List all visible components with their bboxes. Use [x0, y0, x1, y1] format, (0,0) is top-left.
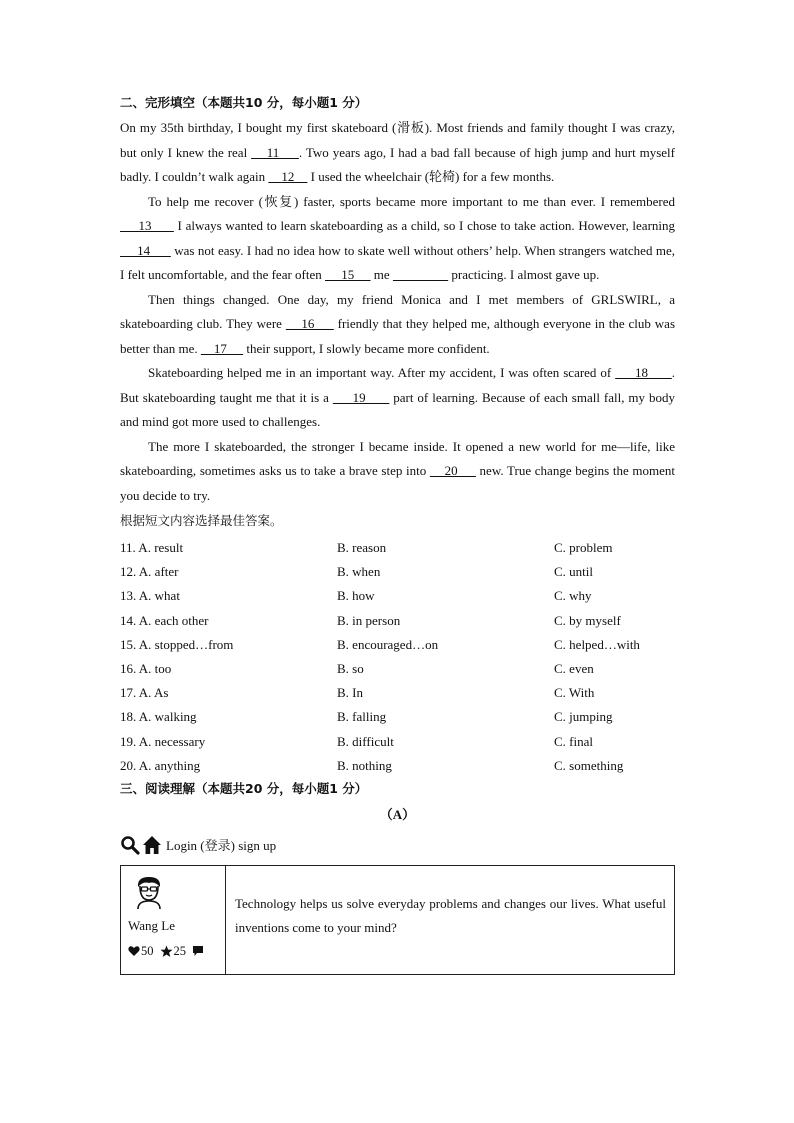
passage-text: . But skateboarding taught me that it is a [120, 365, 676, 405]
option-choice: 20. A. anything [120, 757, 201, 773]
option-row [120, 730, 675, 754]
passage-text: . Two years ago, I had a bad fall because of high jump and hurt myself badly. I couldn’t walk again [120, 144, 675, 184]
comment-icon[interactable] [192, 945, 204, 957]
passage-text: On my 35th birthday, I bought my first skateboard (滑板). Most friends and family thought I was crazy, but only I knew the real [120, 120, 675, 160]
option-choice: B. how [337, 588, 375, 604]
option-choice: 12. A. after [120, 564, 179, 580]
cloze-blank: 15 [325, 267, 371, 282]
cloze-blank: 13 [120, 218, 174, 233]
option-choice: C. even [554, 660, 594, 676]
option-choice: C. helped…with [554, 636, 640, 652]
option-choice: B. when [337, 564, 381, 580]
cloze-blank: 12 [268, 169, 308, 184]
option-choice: C. final [554, 733, 593, 749]
option-choice: B. reason [337, 540, 387, 555]
passage-paragraph [120, 435, 675, 509]
passage-paragraph [120, 116, 675, 190]
cloze-passage [120, 116, 675, 508]
login-signup-link[interactable]: Login (登录) sign up [166, 838, 277, 854]
option-choice: C. jumping [554, 709, 613, 725]
passage-text: Skateboarding helped me in an important way. After my accident, I was often scared of [148, 365, 616, 380]
passage-paragraph [120, 361, 675, 435]
cloze-blank: 17 [200, 340, 244, 356]
avatar [133, 874, 165, 910]
passage-text: was not easy. I had no idea how to skate well without others’ help. When strangers watched me, I felt uncomfortable, and the fear often [120, 242, 676, 282]
cloze-blank: 16 [285, 316, 334, 331]
option-choice: B. so [337, 660, 364, 676]
option-choice: C. something [554, 757, 624, 773]
post-stats [128, 944, 205, 959]
option-row [120, 560, 675, 584]
option-choice: C. by myself [554, 612, 621, 628]
option-choice: 16. A. too [120, 660, 172, 676]
passage-paragraph [120, 288, 675, 362]
option-choice: B. in person [337, 612, 401, 628]
option-choice: B. falling [337, 709, 387, 725]
heart-icon[interactable] [128, 945, 140, 957]
option-choice: 19. A. necessary [120, 733, 206, 749]
passage-text: new. True change begins the moment you decide to try. [120, 463, 676, 503]
home-icon[interactable] [142, 835, 162, 855]
post-username: Wang Le [128, 917, 175, 933]
option-row [120, 657, 675, 681]
post-body: Technology helps us solve everyday problems and changes our lives. What useful inventions come to your mind? [235, 895, 666, 935]
option-choice: B. difficult [337, 733, 394, 749]
option-row [120, 754, 675, 778]
cloze-blank: 18 [615, 365, 672, 380]
options-list [120, 536, 675, 778]
passage-a-label: （A） [379, 806, 416, 822]
option-choice: C. problem [554, 540, 613, 555]
likes-count: 50 [141, 943, 154, 958]
option-choice: 15. A. stopped…from [120, 636, 234, 652]
passage-text: their support, I slowly became more confident. [243, 340, 490, 356]
option-choice: B. In [337, 685, 363, 701]
forum-post [120, 865, 675, 975]
passage-text: I always wanted to learn skateboarding as a child, so I chose to take action. However, learning [173, 218, 676, 233]
passage-text: part of learning. Because of each small fall, my body and mind got more used to challenges. [120, 389, 675, 429]
section3-title: 三、阅读理解（本题共20 分，每小题1 分） [120, 780, 368, 796]
cloze-blank: 19 [332, 389, 390, 405]
option-row [120, 681, 675, 705]
search-icon[interactable] [120, 835, 140, 855]
option-choice: 18. A. walking [120, 709, 197, 725]
passage-text: The more I skateboarded, the stronger I became inside. It opened a new world for me—life, like skateboarding, sometimes asks us to take a brave step into [120, 438, 675, 478]
passage-text: friendly that they helped me, although everyone in the club was better than me. [120, 316, 675, 356]
passage-text: I used the wheelchair (轮椅) for a few months. [307, 169, 555, 184]
option-row [120, 633, 675, 657]
cloze-instruction: 根据短文内容选择最佳答案。 [120, 513, 283, 528]
option-choice: B. nothing [337, 757, 392, 773]
passage-text: practicing. I almost gave up. [448, 267, 600, 282]
option-row [120, 584, 675, 608]
exam-content [120, 92, 675, 975]
cloze-blank: 14 [120, 242, 171, 258]
section2-title: 二、完形填空（本题共10 分，每小题1 分） [120, 95, 368, 110]
option-row [120, 609, 675, 633]
stars-count: 25 [173, 943, 186, 958]
passage-text: To help me recover (恢复) faster, sports became more important to me than ever. I remembered [148, 193, 675, 209]
option-choice: C. why [554, 588, 592, 604]
option-choice: C. With [554, 685, 595, 701]
option-choice: 11. A. result [120, 540, 184, 555]
option-row [120, 705, 675, 729]
option-row [120, 536, 675, 560]
option-choice: C. until [554, 564, 594, 580]
option-choice: 13. A. what [120, 588, 180, 604]
post-user-panel [121, 866, 226, 974]
passage-text: me [370, 267, 393, 282]
option-choice: B. encouraged…on [337, 636, 439, 652]
passage-text: Then things changed. One day, my friend Monica and I met members of GRLSWIRL, a skateboarding club. They were [120, 291, 675, 331]
cloze-blank: 11 [251, 144, 299, 160]
option-choice: 14. A. each other [120, 612, 209, 628]
cloze-blank: 20 [429, 463, 476, 478]
star-icon[interactable] [160, 945, 173, 958]
passage-paragraph [120, 190, 675, 288]
cloze-blank [393, 267, 448, 282]
option-choice: 17. A. As [120, 685, 169, 701]
forum-toolbar [120, 832, 675, 858]
